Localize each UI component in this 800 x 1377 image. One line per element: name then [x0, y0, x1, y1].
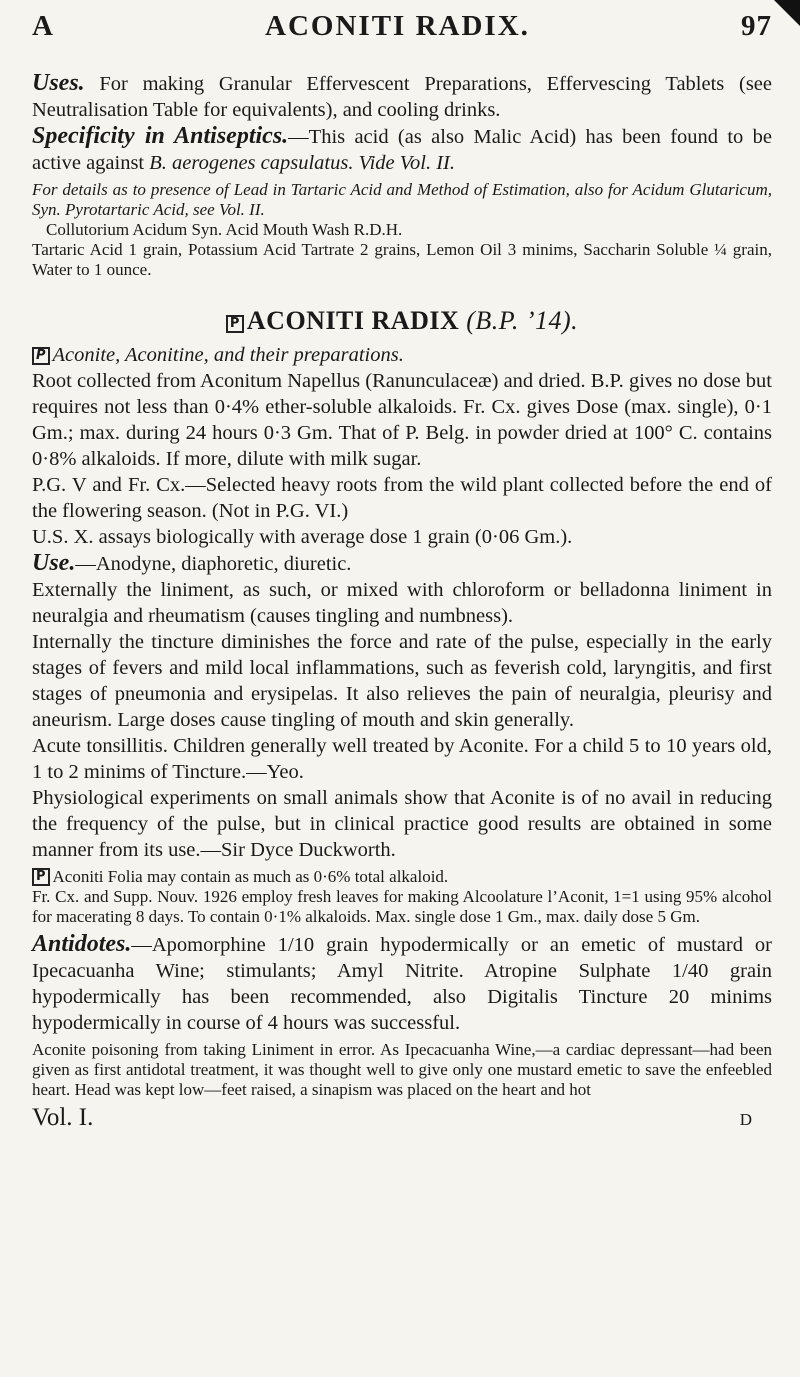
uses-paragraph — [32, 70, 772, 123]
alcoolature-note: Fr. Cx. and Supp. Nouv. 1926 employ fresh leaves for making Alcoolature l’Aconit, 1=1 using 95% alcohol for macerating 8 days. To contain 0·1% alkaloids. Max. single dose 1 Gm., max. daily dose 5 Gm. — [32, 887, 772, 926]
use-paragraph — [32, 550, 772, 577]
use-text: —Anodyne, diaphoretic, diuretic. — [75, 553, 352, 575]
page-body — [32, 70, 772, 1132]
tonsillitis-paragraph: Acute tonsillitis. Children generally well treated by Aconite. For a child 5 to 10 years old, 1 to 2 minims of Tincture.—Yeo. — [32, 735, 772, 783]
uses-text: For making Granular Effervescent Preparations, Effervescing Tablets (see Neutralisation Table for equivalents), and cooling drinks. — [32, 73, 772, 121]
volume-label: Vol. I. — [32, 1104, 94, 1131]
poison-mark-icon: P — [226, 315, 244, 333]
section-title — [32, 306, 772, 336]
root-paragraph: Root collected from Aconitum Napellus (Ranunculaceæ) and dried. B.P. gives no dose but requires not less than 0·4% ether-soluble alkaloids. Fr. Cx. gives Dose (max. single), 0·1 Gm.; max. during 24 hours 0·3 Gm. That of P. Belg. in powder dried at 100° C. contains 0·8% alkaloids. If more, dilute with milk sugar. — [32, 370, 772, 470]
running-head-title: ACONITI RADIX. — [265, 10, 530, 42]
book-page — [32, 10, 772, 1132]
pg-paragraph: P.G. V and Fr. Cx.—Selected heavy roots from the wild plant collected before the end of the flowering season. (Not in P.G. VI.) — [32, 474, 772, 522]
internal-paragraph: Internally the tincture diminishes the force and rate of the pulse, especially in the early stages of fevers and mild local inflammations, such as feverish cold, laryngitis, and first stages of pneumonia and erysipelas. It also relieves the pain of neuralgia, pleurisy and aneurism. Large doses cause tingling of mouth and skin generally. — [32, 631, 772, 731]
poison-mark-icon: P — [32, 347, 50, 365]
running-head — [32, 10, 772, 54]
preparations-subtitle-text: Aconite, Aconitine, and their preparations. — [52, 344, 404, 366]
section-title-bp: (B.P. ’14). — [466, 306, 579, 335]
signature-mark: D — [739, 1110, 752, 1129]
poisoning-note: Aconite poisoning from taking Liniment in error. As Ipecacuanha Wine,—a cardiac depressant—had been given as first antidotal treatment, it was thought well to give only one mustard emetic to save the enfeebled heart. Head was kept low—feet raised, a sinapism was placed on the heart and hot — [32, 1040, 772, 1099]
specificity-heading: Specificity in Antiseptics. — [32, 123, 289, 149]
specificity-paragraph — [32, 123, 772, 176]
antidotes-paragraph — [32, 931, 772, 1036]
uses-heading: Uses. — [32, 70, 85, 96]
poison-mark-icon: P — [32, 868, 50, 886]
preparations-subtitle — [32, 342, 772, 368]
specificity-text: —This acid (as also Malic Acid) has been found to be active against — [32, 126, 772, 174]
us-paragraph: U.S. X. assays biologically with average dose 1 grain (0·06 Gm.). — [32, 526, 573, 548]
folia-note — [32, 867, 772, 887]
details-note: For details as to presence of Lead in Tartaric Acid and Method of Estimation, also for Acidum Glutaricum, Syn. Pyrotartaric Acid, see Vol. II. — [32, 180, 772, 219]
antidotes-heading: Antidotes. — [32, 931, 132, 957]
page-number: 97 — [741, 10, 772, 42]
section-title-text: ACONITI RADIX — [246, 306, 460, 335]
physiological-paragraph: Physiological experiments on small animals show that Aconite is of no avail in reducing the frequency of the pulse, but in clinical practice good results are obtained in some manner from its use.—Sir Dyce Duckworth. — [32, 787, 772, 861]
antidotes-text: —Apomorphine 1/10 grain hypodermically or an emetic of mustard or Ipecacuanha Wine; stimulants; Amyl Nitrite. Atropine Sulphate 1/40 grain hypodermically has been recommended, also Digitalis Tincture 20 minims hypodermically in course of 4 hours was successful. — [32, 934, 772, 1034]
page-footer — [32, 1104, 772, 1132]
page-corner-mark — [774, 0, 800, 26]
collutorium-formula: Tartaric Acid 1 grain, Potassium Acid Tartrate 2 grains, Lemon Oil 3 minims, Saccharin Soluble ¼ grain, Water to 1 ounce. — [32, 240, 772, 279]
folia-note-text: Aconiti Folia may contain as much as 0·6% total alkaloid. — [52, 867, 449, 886]
running-head-left: A — [32, 10, 54, 42]
collutorium-title: Collutorium Acidum Syn. Acid Mouth Wash R.D.H. — [46, 220, 403, 239]
external-paragraph: Externally the liniment, as such, or mixed with chloroform or belladonna liniment in neuralgia and rheumatism (causes tingling and numbness). — [32, 579, 772, 627]
use-heading: Use. — [32, 550, 76, 576]
specificity-organism: B. aerogenes capsulatus. Vide Vol. II. — [149, 152, 455, 174]
